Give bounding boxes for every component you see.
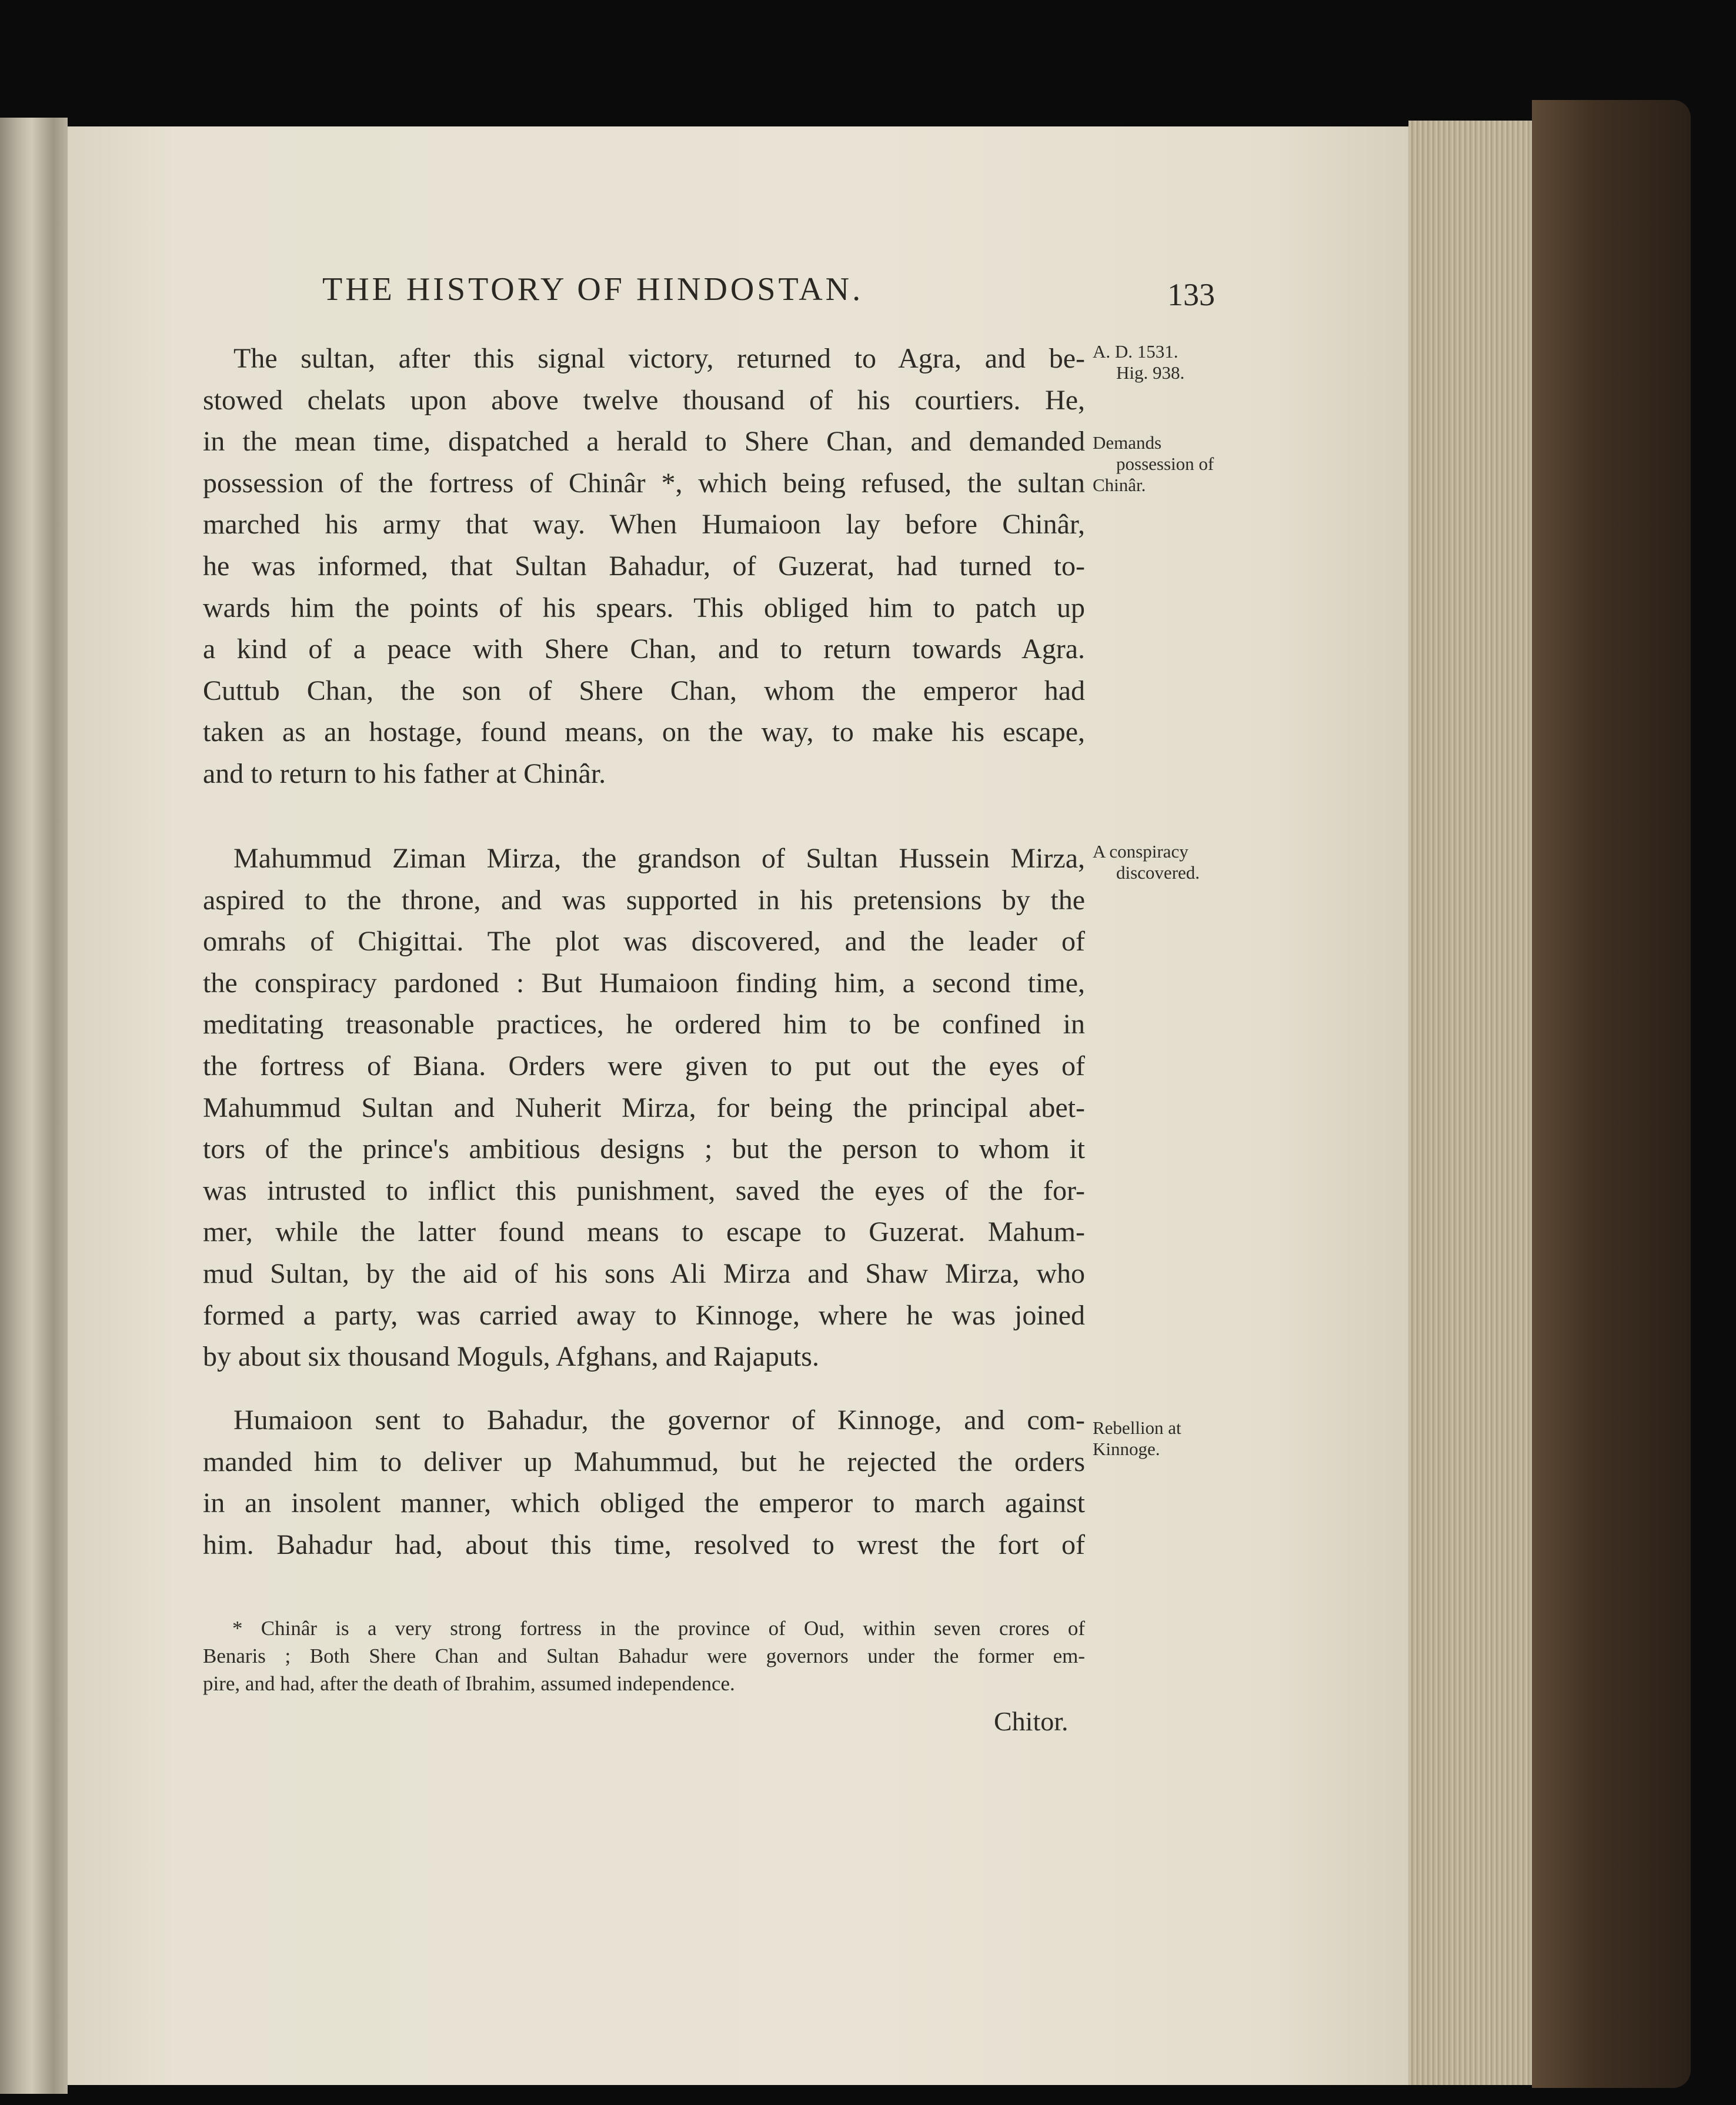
text-line: and to return to his father at Chinâr. [203,758,606,789]
marginal-note-line: Hig. 938. [1116,362,1185,383]
text-line: in an insolent manner, which obliged the emperor to march against [203,1487,1085,1519]
page-number: 133 [1167,277,1215,312]
text-line: omrahs of Chigittai. The plot was discovered, and the leader of [203,926,1085,958]
text-line: by about six thousand Moguls, Afghans, and Rajaputs. [203,1341,819,1373]
facing-page-edge [0,118,32,2094]
text-line: the fortress of Biana. Orders were given to put out the eyes of [203,1050,1085,1082]
catchword: Chitor. [994,1706,1069,1736]
text-line: was intrusted to inflict this punishment, saved the eyes of the for- [203,1175,1085,1206]
marginal-note-line: A conspiracy [1093,841,1189,862]
marginal-note-date [1093,341,1184,383]
text-line: The sultan, after this signal victory, returned to Agra, and be- [233,343,1085,374]
text-line: Humaioon sent to Bahadur, the governor of Kinnoge, and com- [233,1405,1085,1436]
text-line: he was informed, that Sultan Bahadur, of Guzerat, had turned to- [203,550,1085,582]
text-line: taken as an hostage, found means, on the way, to make his escape, [203,716,1085,748]
paragraph-3 [203,1400,1085,1566]
marginal-note-line: A. D. 1531. [1093,341,1179,362]
book-gutter [32,118,68,2094]
text-line: stowed chelats upon above twelve thousand of his courtiers. He, [203,384,1085,416]
marginal-note-rebellion [1093,1417,1181,1460]
text-line: Cuttub Chan, the son of Shere Chan, whom the emperor had [203,675,1085,706]
marginal-note-line: discovered. [1116,862,1200,883]
paragraph-2 [203,838,1085,1378]
text-line: in the mean time, dispatched a herald to Shere Chan, and demanded [203,426,1085,458]
paragraph-1 [203,338,1085,795]
text-line: meditating treasonable practices, he ordered him to be confined in [203,1009,1085,1040]
text-line: mer, while the latter found means to escape to Guzerat. Mahum- [203,1216,1085,1248]
text-line: manded him to deliver up Mahummud, but he rejected the orders [203,1446,1085,1477]
text-line: a kind of a peace with Shere Chan, and to return towards Agra. [203,633,1085,665]
footnote-line: * Chinâr is a very strong fortress in the province of Oud, within seven crores of [232,1617,1085,1640]
text-line: Mahummud Ziman Mirza, the grandson of Sultan Hussein Mirza, [233,843,1085,874]
marginal-note-line: Chinâr. [1093,475,1146,495]
text-line: Mahummud Sultan and Nuherit Mirza, for being the principal abet- [203,1092,1085,1123]
text-line: him. Bahadur had, about this time, resolved to wrest the fort of [203,1529,1085,1560]
text-line: formed a party, was carried away to Kinnoge, where he was joined [203,1299,1085,1331]
footnote [203,1614,1085,1697]
marginal-note-line: possession of [1116,453,1214,474]
marginal-note-line: Kinnoge. [1093,1439,1160,1459]
text-line: possession of the fortress of Chinâr *, which being refused, the sultan [203,467,1085,499]
marginal-note-demands [1093,432,1214,496]
running-head: THE HISTORY OF HINDOSTAN. [322,271,864,308]
footnote-line: Benaris ; Both Shere Chan and Sultan Bahadur were governors under the former em- [203,1644,1085,1667]
book-cover-board [1532,100,1691,2088]
marginal-note-line: Demands [1093,432,1162,453]
text-line: the conspiracy pardoned : But Humaioon finding him, a second time, [203,967,1085,999]
text-line: mud Sultan, by the aid of his sons Ali Mirza and Shaw Mirza, who [203,1257,1085,1289]
text-line: tors of the prince's ambitious designs ; but the person to whom it [203,1133,1085,1165]
marginal-note-line: Rebellion at [1093,1417,1181,1438]
text-line: marched his army that way. When Humaioon lay before Chinâr, [203,509,1085,541]
text-line: wards him the points of his spears. This obliged him to patch up [203,592,1085,623]
footnote-line: pire, and had, after the death of Ibrahim, assumed independence. [203,1672,735,1695]
text-line: aspired to the throne, and was supported in his pretensions by the [203,884,1085,916]
marginal-note-conspiracy [1093,841,1200,883]
page-block-edges [1408,121,1532,2085]
